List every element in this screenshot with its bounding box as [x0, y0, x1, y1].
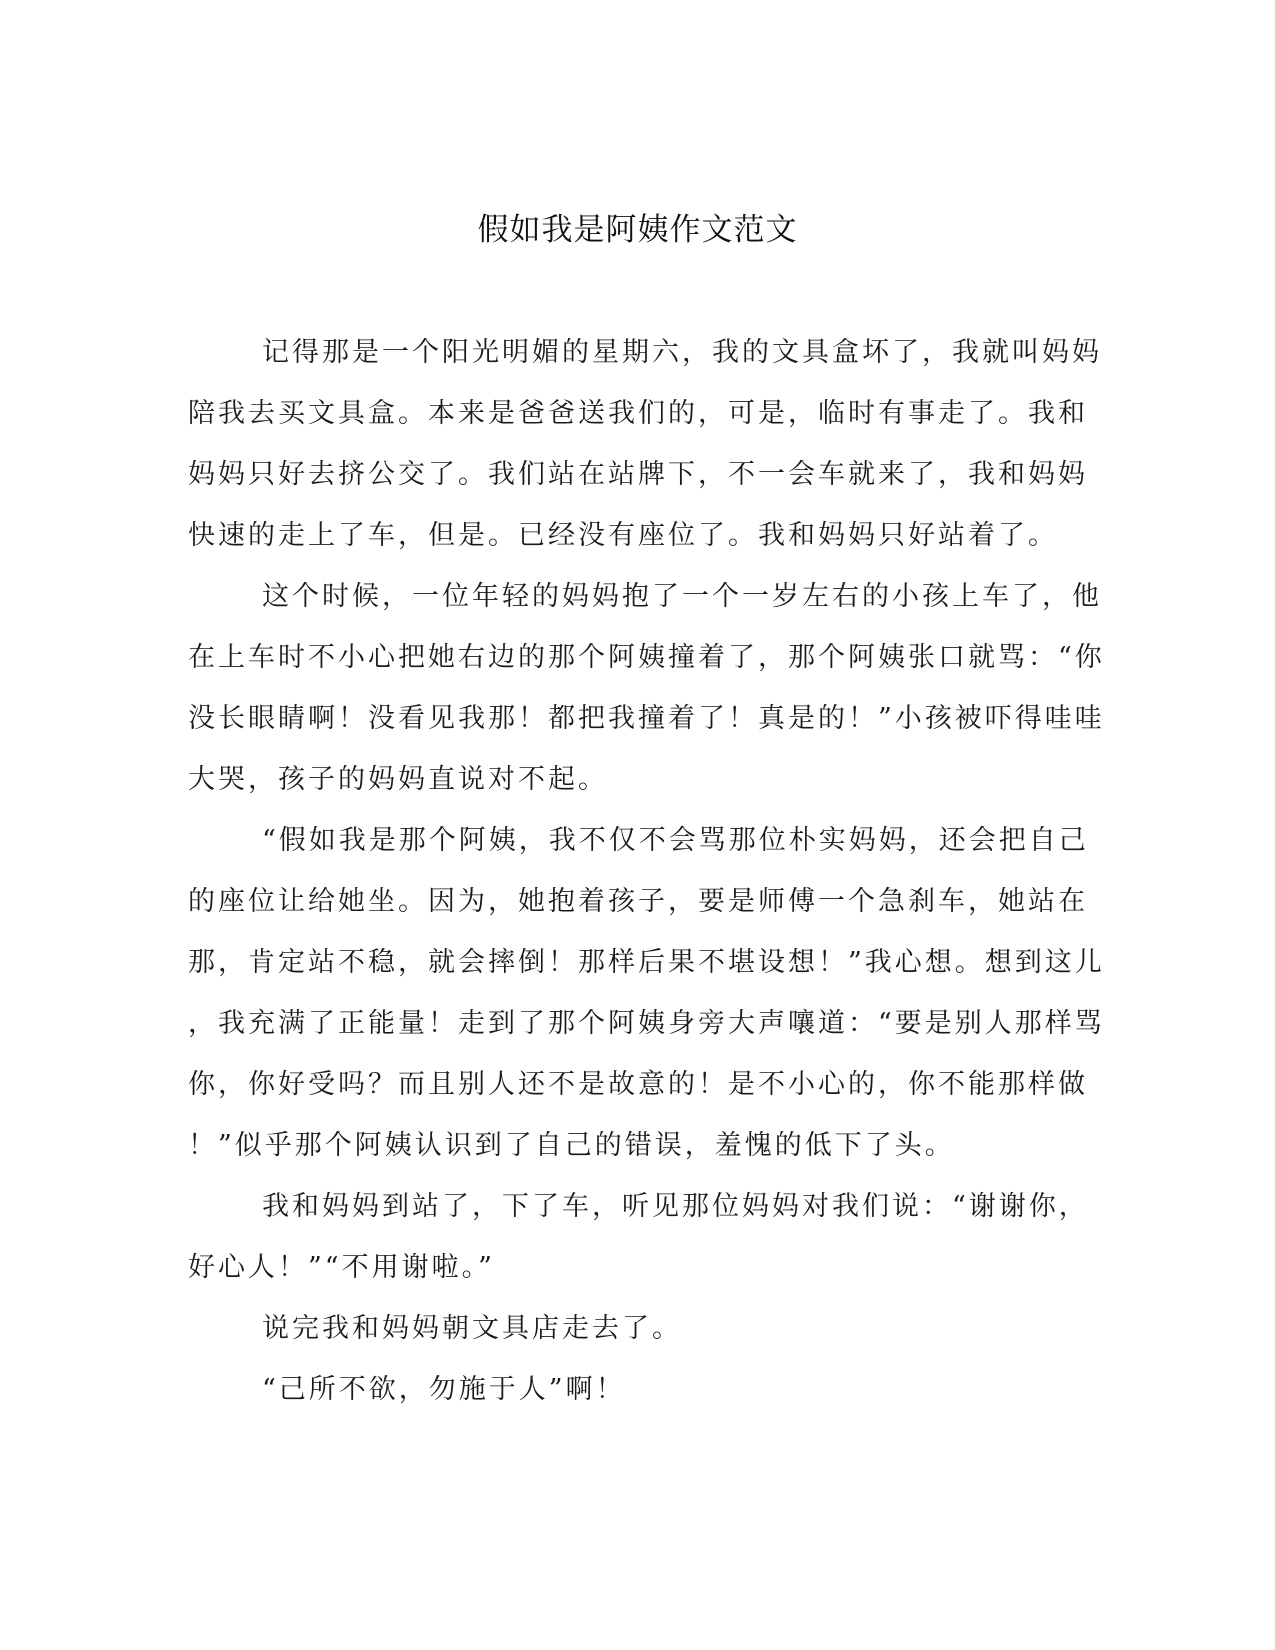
- paragraph-line: 快速的走上了车，但是。已经没有座位了。我和妈妈只好站着了。: [188, 520, 1058, 551]
- paragraph-line: 没长眼睛啊！没看见我那！都把我撞着了！真是的！”小孩被吓得哇哇: [188, 703, 1105, 734]
- paragraph-1: [188, 322, 1102, 566]
- paragraph-line: 大哭，孩子的妈妈直说对不起。: [188, 764, 608, 795]
- paragraph-line: 的座位让给她坐。因为，她抱着孩子，要是师傅一个急刹车，她站在: [188, 886, 1088, 917]
- paragraph-2: [188, 566, 1105, 810]
- paragraph-line: 在上车时不小心把她右边的那个阿姨撞着了，那个阿姨张口就骂：“你: [188, 642, 1105, 673]
- paragraph-line: “假如我是那个阿姨，我不仅不会骂那位朴实妈妈，还会把自己: [262, 825, 1089, 856]
- paragraph-line: 好心人！”“不用谢啦。”: [188, 1252, 495, 1283]
- paragraph-line: 你，你好受吗？而且别人还不是故意的！是不小心的，你不能那样做: [188, 1069, 1088, 1100]
- paragraph-4: [188, 1176, 1089, 1298]
- paragraph-line: 说完我和妈妈朝文具店走去了。: [262, 1313, 682, 1344]
- paragraph-line: 我和妈妈到站了，下了车，听见那位妈妈对我们说：“谢谢你，: [262, 1191, 1089, 1222]
- document-body: [188, 322, 1105, 1420]
- paragraph-line: ！”似乎那个阿姨认识到了自己的错误，羞愧的低下了头。: [188, 1130, 955, 1161]
- paragraph-3: [188, 810, 1105, 1176]
- paragraph-5: [188, 1298, 1068, 1359]
- paragraph-line: 记得那是一个阳光明媚的星期六，我的文具盒坏了，我就叫妈妈: [262, 337, 1102, 368]
- paragraph-6: [188, 1359, 1068, 1420]
- document-title: 假如我是阿姨作文范文: [477, 212, 798, 248]
- paragraph-line: 陪我去买文具盒。本来是爸爸送我们的，可是，临时有事走了。我和: [188, 398, 1088, 429]
- paragraph-line: ，我充满了正能量！走到了那个阿姨身旁大声嚷道：“要是别人那样骂: [188, 1008, 1105, 1039]
- paragraph-line: 那，肯定站不稳，就会摔倒！那样后果不堪设想！”我心想。想到这儿: [188, 947, 1105, 978]
- paragraph-line: “己所不欲，勿施于人”啊！: [262, 1374, 626, 1405]
- paragraph-line: 妈妈只好去挤公交了。我们站在站牌下，不一会车就来了，我和妈妈: [188, 459, 1088, 490]
- paragraph-line: 这个时候，一位年轻的妈妈抱了一个一岁左右的小孩上车了，他: [262, 581, 1102, 612]
